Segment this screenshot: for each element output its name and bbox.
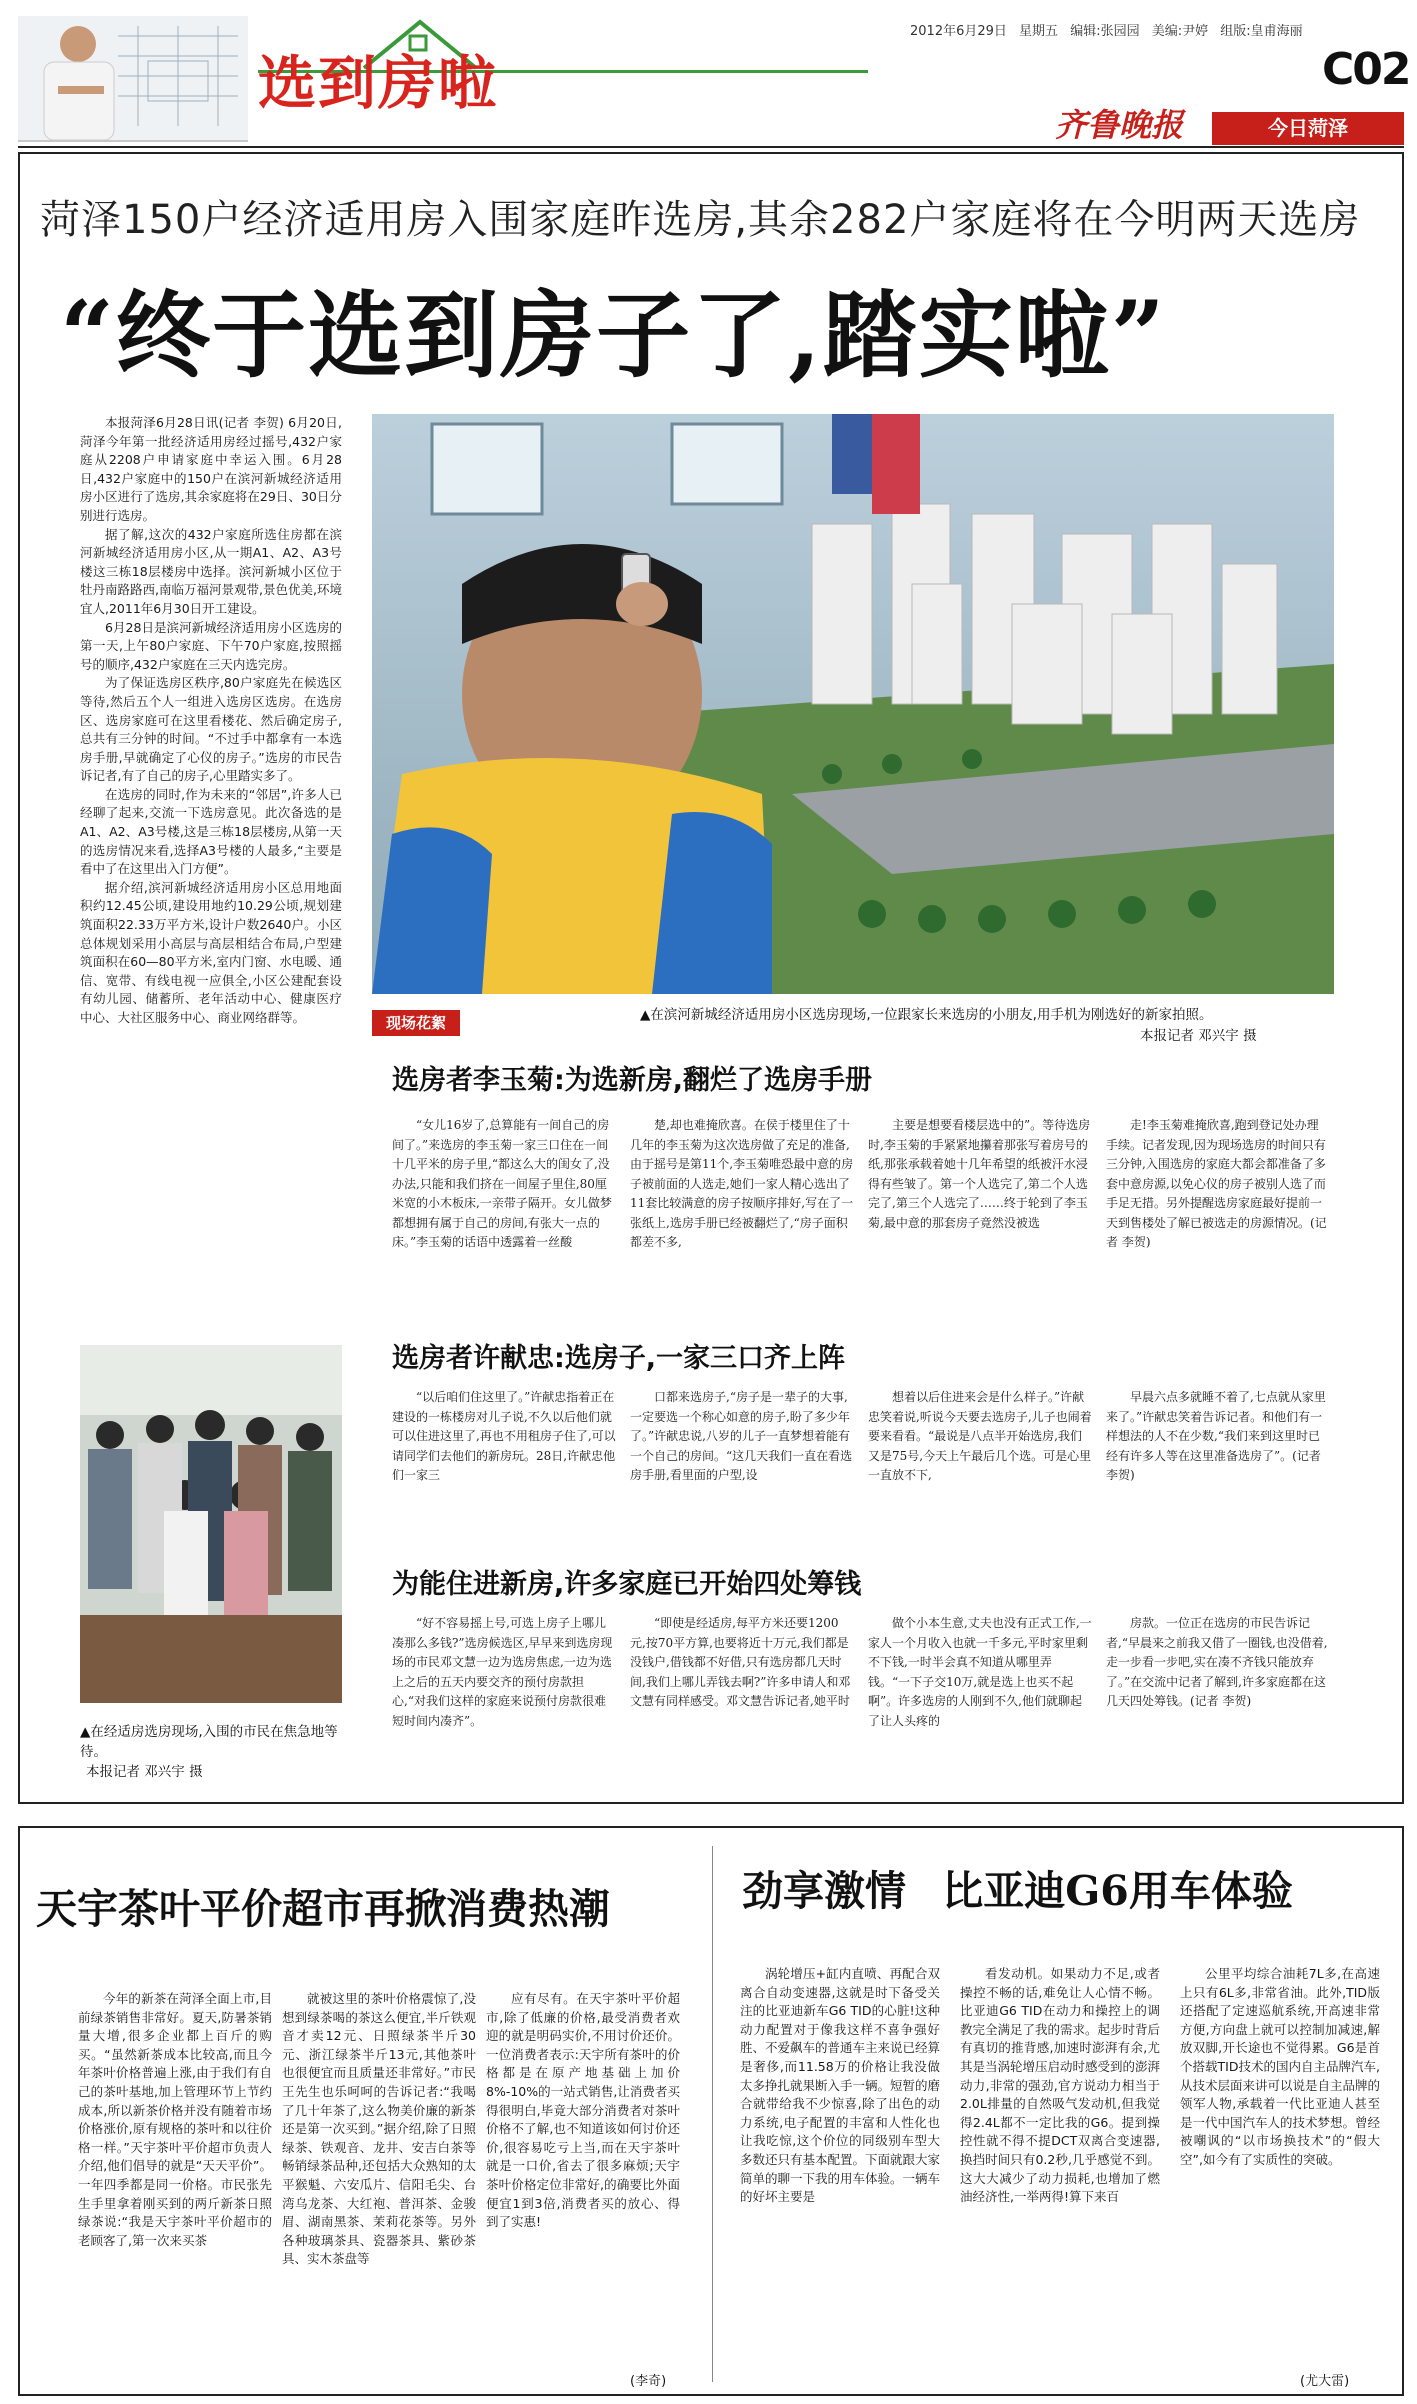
section1-text: 楚,却也难掩欣喜。在侯于楼里住了十几年的李玉菊为这次选房做了充足的准备,由于摇号是第11个,李玉菊唯恐最中意的房子被前面的人选走,她们一家人精心选出了11套比较满意的房子按顺序排好,写在了一张纸上,选房手册已经被翻烂了,“房子面积都差不多, bbox=[630, 1118, 854, 1249]
tea-ad-text: 今年的新茶在菏泽全面上市,目前绿茶销售非常好。夏天,防暑茶销量大增,很多企业都上百斤的购买。“虽然新茶成本比较高,而且今年茶叶价格普遍上涨,由于我们有自己的茶叶基地,加上管理环节上节约成本,所以新茶价格并没有随着市场价格涨价,原有规格的茶叶和以往价格一样。”天宇茶叶平价超市负责人介绍,他们倡导的就是“天天平价”。一年四季都是同一价格。市民张先生手里拿着刚买到的两斤新茶日照绿茶说:“我是天宇茶叶平价超市的老顾客了,第一次来买茶 bbox=[78, 1991, 272, 2248]
byd-ad-author: (尤大雷) bbox=[1300, 2374, 1350, 2389]
section3-col bbox=[1106, 1614, 1330, 1786]
tea-ad-text: 就被这里的茶叶价格震惊了,没想到绿茶喝的茶这么便宜,半斤铁观音才卖12元、日照绿茶半斤30元、浙江绿茶半斤13元,其他茶叶也很便宜而且质量还非常好。”市民王先生也乐呵呵的告诉记者:“我喝了几十年茶了,这么物美价廉的新茶还是第一次买到。”据介绍,除了日照绿茶、铁观音、龙井、安吉白茶等畅销绿茶品种,还包括大众熟知的太平猴魁、六安瓜片、信阳毛尖、台湾乌龙茶、大红袍、普洱茶、金骏眉、湖南黑茶、茉莉花茶等。另外各种玻璃茶具、瓷器茶具、紫砂茶具、实木茶盘等 bbox=[282, 1991, 476, 2267]
crowd-photo-image bbox=[80, 1345, 342, 1703]
section2-col bbox=[392, 1388, 616, 1540]
section1-text: 主要是想要看楼层选中的”。等待选房时,李玉菊的手紧紧地攥着那张写着房号的纸,那张承载着她十几年希望的纸被汗水浸得有些皱了。第一个人选完了,第二个人选完了,第三个人选完了……终于轮到了李玉菊,最中意的那套房子竟然没被选 bbox=[868, 1118, 1091, 1230]
proof-credit: 组版:皇甫海丽 bbox=[1220, 24, 1303, 39]
byd-ad-col bbox=[960, 1965, 1160, 2385]
main-photo-credit: 本报记者 邓兴宇 摄 bbox=[1140, 1028, 1257, 1044]
tea-ad-col bbox=[78, 1990, 272, 2384]
crowd-caption-text: ▲在经适房选房现场,入围的市民在焦急地等待。 bbox=[80, 1724, 338, 1760]
section2-col bbox=[1106, 1388, 1330, 1540]
section2-col bbox=[868, 1388, 1092, 1540]
designer-credit: 美编:尹婷 bbox=[1151, 24, 1209, 39]
newspaper-logo: 齐鲁晚报 bbox=[1055, 106, 1184, 144]
section1-col bbox=[392, 1116, 616, 1286]
section1-col bbox=[630, 1116, 854, 1286]
section1-text: “女儿16岁了,总算能有一间自己的房间了。”来选房的李玉菊一家三口住在一间十几平米的房子里,“都这么大的闺女了,没办法,只能和我们挤在一间屋子里住,80厘米宽的小木板床,一亲带子隔开。女儿做梦都想拥有属于自己的房间,有张大一点的床。”李玉菊的话语中透露着一丝酸 bbox=[392, 1118, 612, 1249]
section2-text: 口都来选房子,“房子是一辈子的大事,一定要选一个称心如意的房子,盼了多少年了。”许献忠说,八岁的儿子一直梦想着能有一个自己的房间。“这几天我们一直在看选房手册,看里面的户型,设 bbox=[630, 1390, 853, 1482]
section3-col bbox=[630, 1614, 854, 1786]
byd-ad-title: 劲享激情 比亚迪G6用车体验 bbox=[742, 1867, 1293, 1915]
tea-ad-col bbox=[282, 1990, 476, 2384]
section2-title: 选房者许献忠:选房子,一家三口齐上阵 bbox=[392, 1343, 846, 1374]
issue-date: 2012年6月29日 bbox=[910, 24, 1007, 39]
architect-sketch-image bbox=[18, 16, 248, 140]
header-meta bbox=[910, 20, 1303, 39]
section3-col bbox=[392, 1614, 616, 1786]
story-headline: “终于选到房子了,踏实啦” bbox=[60, 281, 1167, 391]
main-photo bbox=[372, 414, 1334, 994]
section-title: 选到房啦 bbox=[258, 49, 499, 117]
section1-text: 走!李玉菊难掩欣喜,跑到登记处办理手续。记者发现,因为现场选房的时间只有三分钟,入围选房的家庭大都会都准备了多套中意房源,以免心仪的房子被别人选了而手足无措。另外提醒选房家庭最好提前一天到售楼处了解已被选走的房源情况。(记者 李贺) bbox=[1106, 1118, 1327, 1249]
section1-title: 选房者李玉菊:为选新房,翻烂了选房手册 bbox=[392, 1065, 873, 1096]
lead-paragraph: 在选房的同时,作为未来的“邻居”,许多人已经聊了起来,交流一下选房意见。此次备选的是A1、A2、A3号楼,这是三栋18层楼房,从第一天的选房情况来看,选择A3号楼的人最多,“主要是看中了在这里出入门方便”。 bbox=[80, 786, 342, 877]
header-rule bbox=[18, 146, 1404, 148]
section3-col bbox=[868, 1614, 1092, 1786]
section2-text: 早晨六点多就睡不着了,七点就从家里来了。”许献忠笑着告诉记者。和他们有一样想法的人不在少数,“我们来到这里时已经有许多人等在这里准备选房了”。(记者 李贺) bbox=[1106, 1390, 1326, 1482]
byd-ad-text: 涡轮增压+缸内直喷、再配合双离合自动变速器,这就是时下备受关注的比亚迪新车G6 TID的心脏!这种动力配置对于像我这样不喜争强好胜、不爱飙车的普通车主来说已经算是奢侈,而11.58万的价格让我没做太多挣扎就果断入手一辆。短暂的磨合就带给我不少惊喜,除了出色的动力系统,电子配置的丰富和人性化也让我吃惊,这个价位的同级别车型大多数还只有基本配置。下面就跟大家简单的聊一下我的用车体验。一辆车的好坏主要是 bbox=[740, 1966, 940, 2205]
section1-col bbox=[1106, 1116, 1330, 1286]
section3-title: 为能住进新房,许多家庭已开始四处筹钱 bbox=[392, 1569, 862, 1600]
tea-ad-text: 应有尽有。在天宇茶叶平价超市,除了低廉的价格,最受消费者欢迎的就是明码实价,不用讨价还价。一位消费者表示:天宇所有茶叶的价格都是在原产地基础上加价8%-10%的一站式销售,让消费者买得很明白,毕竟大部分消费者对茶叶价格不了解,也不知道该如何讨价还价,很容易吃亏上当,而在天宇茶叶就是一口价,省去了很多麻烦;天宇茶叶价格定位非常好,的确要比外面便宜1到3倍,消费者买的放心、得到了实惠! bbox=[486, 1991, 680, 2230]
crowd-caption-credit: 本报记者 邓兴宇 摄 bbox=[86, 1764, 203, 1780]
advertorial-divider bbox=[712, 1846, 713, 2382]
crowd-photo-caption bbox=[80, 1722, 350, 1782]
crowd-photo bbox=[80, 1345, 342, 1703]
byd-ad-text: 看发动机。如果动力不足,或者操控不畅的话,难免让人心情不畅。比亚迪G6 TID在动力和操控上的调教完全满足了我的需求。起步时背后有真切的推背感,加速时澎湃有余,尤其是当涡轮增压启动时感受到的澎湃动力,非常的强劲,官方说动力相当于2.0L排量的自然吸气发动机,但我觉得2.4L都不一定比我的G6。提到操控性就不得不提DCT双离合变速器,换挡时间只有0.2秒,几乎感觉不到。这大大减少了动力损耗,也增加了燃油经济性,一举两得!算下来百 bbox=[960, 1966, 1160, 2205]
tea-ad-title: 天宇茶叶平价超市再掀消费热潮 bbox=[36, 1885, 610, 1933]
edition-badge: 今日菏泽 bbox=[1212, 112, 1404, 145]
section2-text: 想着以后住进来会是什么样子。”许献忠笑着说,听说今天要去选房子,儿子也闹着要来看看。“最说是八点半开始选房,我们又是75号,今天上午最后几个选。可是心里一直放不下, bbox=[868, 1390, 1092, 1482]
scene-tag: 现场花絮 bbox=[372, 1010, 460, 1036]
tea-ad-col bbox=[486, 1990, 680, 2360]
lead-paragraph: 为了保证选房区秩序,80户家庭先在候选区等待,然后五个人一组进入选房区选房。在选房区、选房家庭可在这里看楼花、然后确定房子,总共有三分钟的时间。“不过手中都拿有一本选房手册,早就确定了心仪的房子。”选房的市民告诉记者,有了自己的房子,心里踏实多了。 bbox=[80, 675, 342, 784]
section1-col bbox=[868, 1116, 1092, 1286]
tea-ad-author: (李奇) bbox=[630, 2374, 667, 2389]
issue-weekday: 星期五 bbox=[1019, 24, 1059, 39]
lead-paragraph: 据介绍,滨河新城经济适用房小区总用地面积约12.45公顷,建设用地约10.29公顷,规划建筑面积22.33万平方米,设计户数2640户。小区总体规划采用小高层与高层相结合布局,户型建筑面积在60—80平方米,室内门窗、水电暖、通信、宽带、有线电视一应俱全,小区公建配套设有幼儿园、储蓄所、老年活动中心、健康医疗中心、大社区服务中心、商业网络群等。 bbox=[80, 879, 342, 1025]
section3-text: 房款。一位正在选房的市民告诉记者,“早晨来之前我又借了一圈钱,也没借着,走一步看一步吧,实在凑不齐钱只能放弃了。”在交流中记者了解到,许多家庭都在这几天四处筹钱。(记者 李贺) bbox=[1106, 1616, 1328, 1708]
section3-text: “好不容易摇上号,可选上房子上哪儿凑那么多钱?”选房候选区,早早来到选房现场的市民邓文慧一边为选房焦虑,一边为选上之后的五天内要交齐的预付房款担心,“对我们这样的家庭来说预付房款很难短时间内凑齐”。 bbox=[392, 1616, 613, 1728]
model-photo-image bbox=[372, 414, 1334, 994]
byd-ad-col bbox=[740, 1965, 940, 2385]
section2-text: “以后咱们住这里了。”许献忠指着正在建设的一栋楼房对儿子说,不久以后他们就可以住进这里了,再也不用租房子住了,可以请同学们去他们的新房玩。28日,许献忠他们一家三 bbox=[392, 1390, 616, 1482]
main-photo-caption: ▲在滨河新城经济适用房小区选房现场,一位跟家长来选房的小朋友,用手机为刚选好的新家拍照。 bbox=[640, 1007, 1213, 1023]
lead-article bbox=[80, 414, 342, 1339]
byd-ad-text: 公里平均综合油耗7L多,在高速上只有6L多,非常省油。此外,TID版还搭配了定速巡航系统,开高速非常方便,方向盘上就可以控制加减速,解放双脚,开长途也不觉得累。G6是首个搭载TID技术的国内自主品牌汽车,从技术层面来讲可以说是自主品牌的领军人物,承载着一代比亚迪人甚至是一代中国汽车人的技术梦想。曾经被嘲讽的“以市场换技术”的“假大空”,如今有了实质性的突破。 bbox=[1180, 1966, 1380, 2167]
editor-credit: 编辑:张园园 bbox=[1070, 24, 1140, 39]
lead-paragraph: 6月28日是滨河新城经济适用房小区选房的第一天,上午80户家庭、下午70户家庭,按照摇号的顺序,432户家庭在三天内选完房。 bbox=[80, 619, 342, 672]
lead-paragraph: 本报菏泽6月28日讯(记者 李贺) 6月20日,菏泽今年第一批经济适用房经过摇号,432户家庭从2208户申请家庭中幸运入围。6月28日,432户家庭中的150户在滨河新城经济适用房小区进行了选房,其余家庭将在29日、30日分别进行选房。 bbox=[80, 415, 342, 523]
section3-text: 做个小本生意,丈夫也没有正式工作,一家人一个月收入也就一千多元,平时家里剩不下钱,一时半会真不知道从哪里弄钱。“一下子交10万,就是选上也买不起啊”。许多选房的人刚到不久,他们就聊起了让人头疼的 bbox=[868, 1616, 1092, 1728]
header-illustration bbox=[18, 16, 248, 142]
byd-ad-col bbox=[1180, 1965, 1380, 2359]
story-subhead: 菏泽150户经济适用房入围家庭昨选房,其余282户家庭将在今明两天选房 bbox=[40, 197, 1361, 243]
lead-paragraph: 据了解,这次的432户家庭所选住房都在滨河新城经济适用房小区,从一期A1、A2、A3号楼这三栋18层楼房中选择。滨河新城小区位于牡丹南路路西,南临万福河景观带,景色优美,环境宜人,2011年6月30日开工建设。 bbox=[80, 526, 342, 616]
section3-text: “即使是经适房,每平方米还要1200元,按70平方算,也要将近十万元,我们都是没钱户,借钱都不好借,只有选房都几天时间,我们上哪儿弄钱去啊?”许多申请人和邓文慧有同样感受。邓文慧告诉记者,她平时 bbox=[630, 1616, 851, 1708]
page-code: C02 bbox=[1322, 44, 1410, 95]
section2-col bbox=[630, 1388, 854, 1540]
